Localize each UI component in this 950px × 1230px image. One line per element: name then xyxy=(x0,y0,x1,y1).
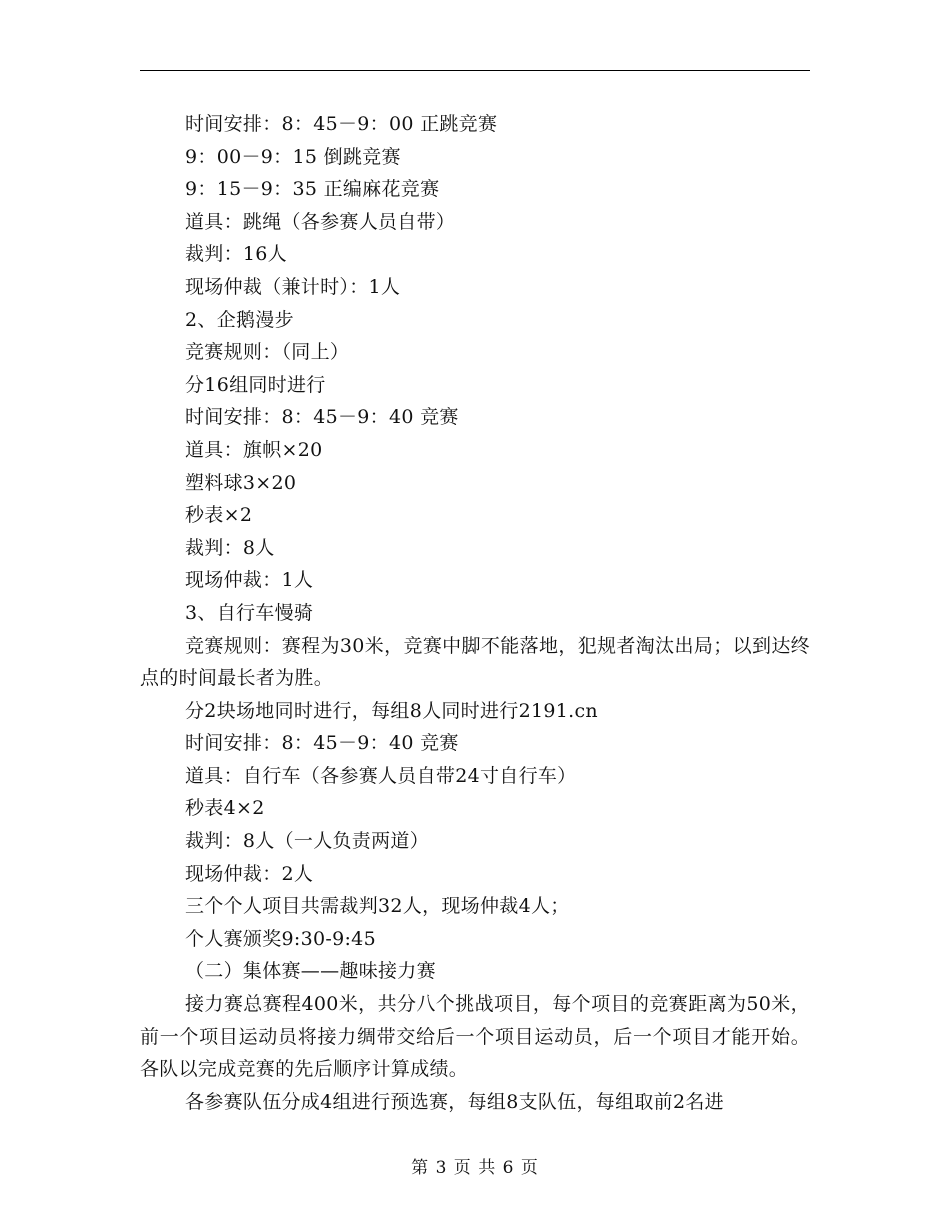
page-content xyxy=(140,108,810,1118)
section-penguin-walk: 2、企鹅漫步 xyxy=(185,308,294,331)
page-footer: 第 3 页 共 6 页 xyxy=(411,1158,539,1178)
arbiter-count: 现场仲裁（兼计时）：1人 xyxy=(185,275,401,298)
judges-bike: 裁判：8人（一人负责两道） xyxy=(185,830,429,853)
arbiter-bike: 现场仲裁：2人 xyxy=(185,862,314,885)
paragraph-bike-rules: 竞赛规则：赛程为30米，竞赛中脚不能落地，犯规者淘汰出局；以到达终点的时间最长者为胜。 xyxy=(140,634,810,690)
props-flags: 道具：旗帜×20 xyxy=(185,438,323,461)
section-slow-bike: 3、自行车慢骑 xyxy=(185,601,314,624)
judges-penguin: 裁判：8人 xyxy=(185,536,275,559)
props-stopwatch: 秒表×2 xyxy=(185,504,253,527)
props-rope: 道具：跳绳（各参赛人员自带） xyxy=(185,210,456,233)
schedule-backward-jump: 9：00－9：15 倒跳竞赛 xyxy=(185,145,401,168)
bike-venue-info: 分2块场地同时进行，每组8人同时进行2191.cn xyxy=(185,699,598,722)
section-team-relay: （二）集体赛——趣味接力赛 xyxy=(185,960,436,983)
props-bike-stopwatch: 秒表4×2 xyxy=(185,797,265,820)
schedule-braid-jump: 9：15－9：35 正编麻花竞赛 xyxy=(185,178,440,201)
total-judges: 三个个人项目共需裁判32人，现场仲裁4人； xyxy=(185,895,570,918)
header-rule xyxy=(140,70,810,71)
props-balls: 塑料球3×20 xyxy=(185,471,297,494)
rules-same: 竞赛规则：（同上） xyxy=(185,341,350,364)
paragraph-relay: 接力赛总赛程400米，共分八个挑战项目，每个项目的竞赛距离为50米，前一个项目运动员将接力绸带交给后一个项目运动员，后一个项目才能开始。各队以完成竞赛的先后顺序计算成绩。 xyxy=(140,993,810,1081)
schedule-bike: 时间安排：8：45－9：40 竞赛 xyxy=(185,732,459,755)
schedule-forward-jump: 时间安排：8：45－9：00 正跳竞赛 xyxy=(185,113,498,135)
schedule-penguin: 时间安排：8：45－9：40 竞赛 xyxy=(185,406,459,429)
arbiter-penguin: 现场仲裁：1人 xyxy=(185,569,314,592)
paragraph-groups: 各参赛队伍分成4组进行预选赛，每组8支队伍，每组取前2名进 xyxy=(185,1090,724,1113)
individual-awards: 个人赛颁奖9:30-9:45 xyxy=(185,927,376,950)
judges-count: 裁判：16人 xyxy=(185,243,287,266)
groups-info: 分16组同时进行 xyxy=(185,373,326,396)
props-bike: 道具：自行车（各参赛人员自带24寸自行车） xyxy=(185,764,577,787)
